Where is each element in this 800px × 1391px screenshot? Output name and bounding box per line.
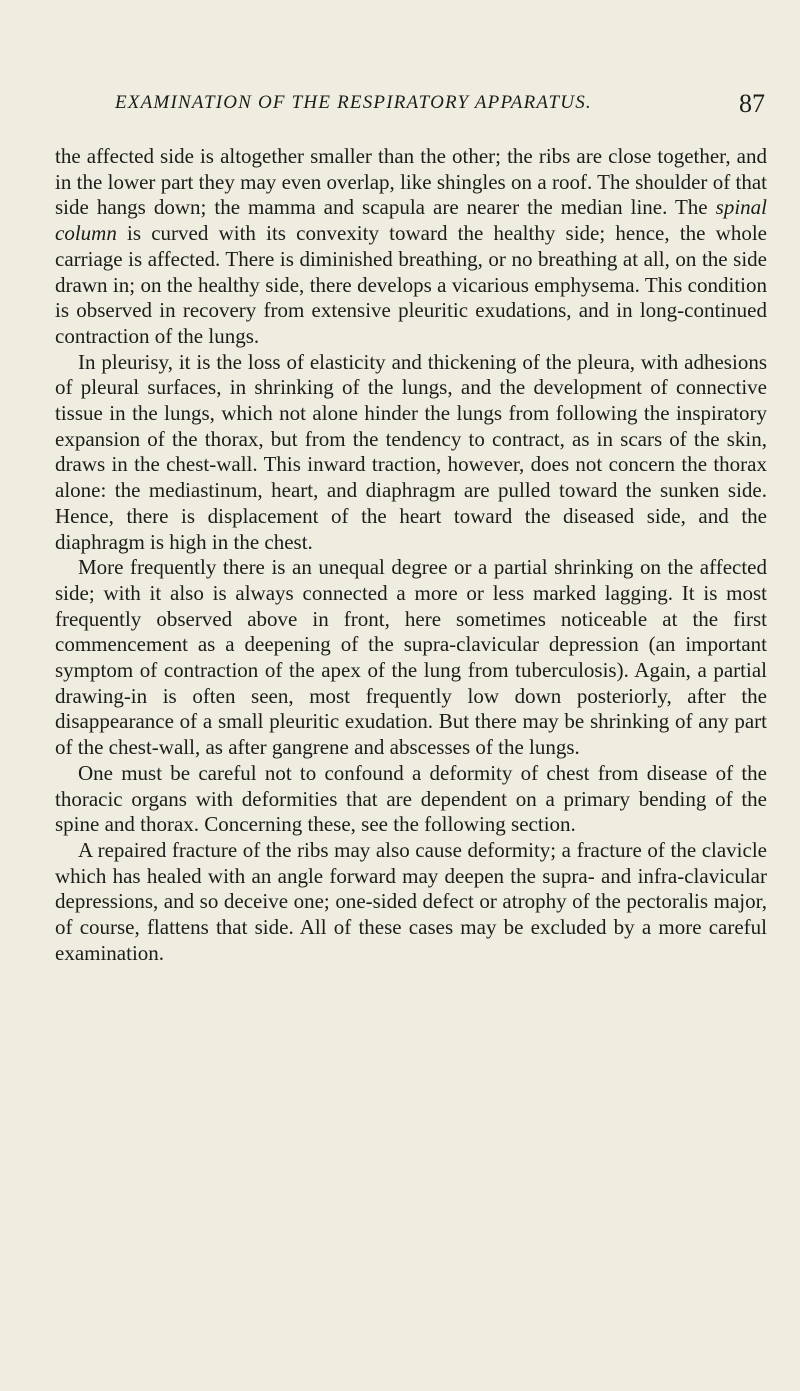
paragraph-text: is curved with its convexity toward the healthy side; hence, the whole carriage is affected. There is diminished breathing, or no breathing at all, on the side drawn in; on the healthy side, there develops a vicarious emphysema. This condition is observed in recovery from extensive pleuritic exudations, and in long-continued contraction of the lungs. xyxy=(55,221,767,348)
paragraph-text: the affected side is altogether smaller than the other; the ribs are close together, and in the lower part they may even overlap, like shingles on a roof. The shoulder of that side hangs down; the mamma and scapula are nearer the median line. The xyxy=(55,144,767,220)
running-title: EXAMINATION OF THE RESPIRATORY APPARATUS. xyxy=(115,92,592,113)
paragraph: More frequently there is an unequal degree or a partial shrinking on the affected side; with it also is always connected a more or less marked lagging. It is most frequently observed above in front, here sometimes noticeable at the first commencement as a deepening of the supra-clavicular depression (an important symptom of contraction of the apex of the lung from tuberculosis). Again, a partial drawing-in is often seen, most frequently low down posteriorly, after the disappearance of a small pleuritic exudation. But there may be shrinking of any part of the chest-wall, as after gangrene and abscesses of the lungs. xyxy=(55,555,767,760)
paragraph: In pleurisy, it is the loss of elasticity and thickening of the pleura, with adhesions of pleural surfaces, in shrinking of the lungs, and the development of connective tissue in the lungs, which not alone hinder the lungs from following the inspiratory expansion of the thorax, but from the tendency to contract, as in scars of the skin, draws in the chest-wall. This inward traction, however, does not concern the thorax alone: the mediastinum, heart, and diaphragm are pulled toward the sunken side. Hence, there is displacement of the heart toward the diseased side, and the diaphragm is high in the chest. xyxy=(55,349,767,554)
running-head xyxy=(55,89,767,122)
paragraph: One must be careful not to confound a deformity of chest from disease of the thoracic organs with deformities that are dependent on a primary bending of the spine and thorax. Concerning these, see the following section. xyxy=(55,760,767,837)
paragraph xyxy=(55,144,767,350)
paragraph: A repaired fracture of the ribs may also cause deformity; a fracture of the clavicle which has healed with an angle forward may deepen the supra- and infra-clavicular depressions, and so deceive one; one-sided defect or atrophy of the pectoralis major, of course, flattens that side. All of these cases may be excluded by a more careful examination. xyxy=(55,837,767,965)
emphasized-term: spinal column xyxy=(55,195,767,246)
page-number: 87 xyxy=(739,89,765,118)
body-text xyxy=(55,144,767,967)
